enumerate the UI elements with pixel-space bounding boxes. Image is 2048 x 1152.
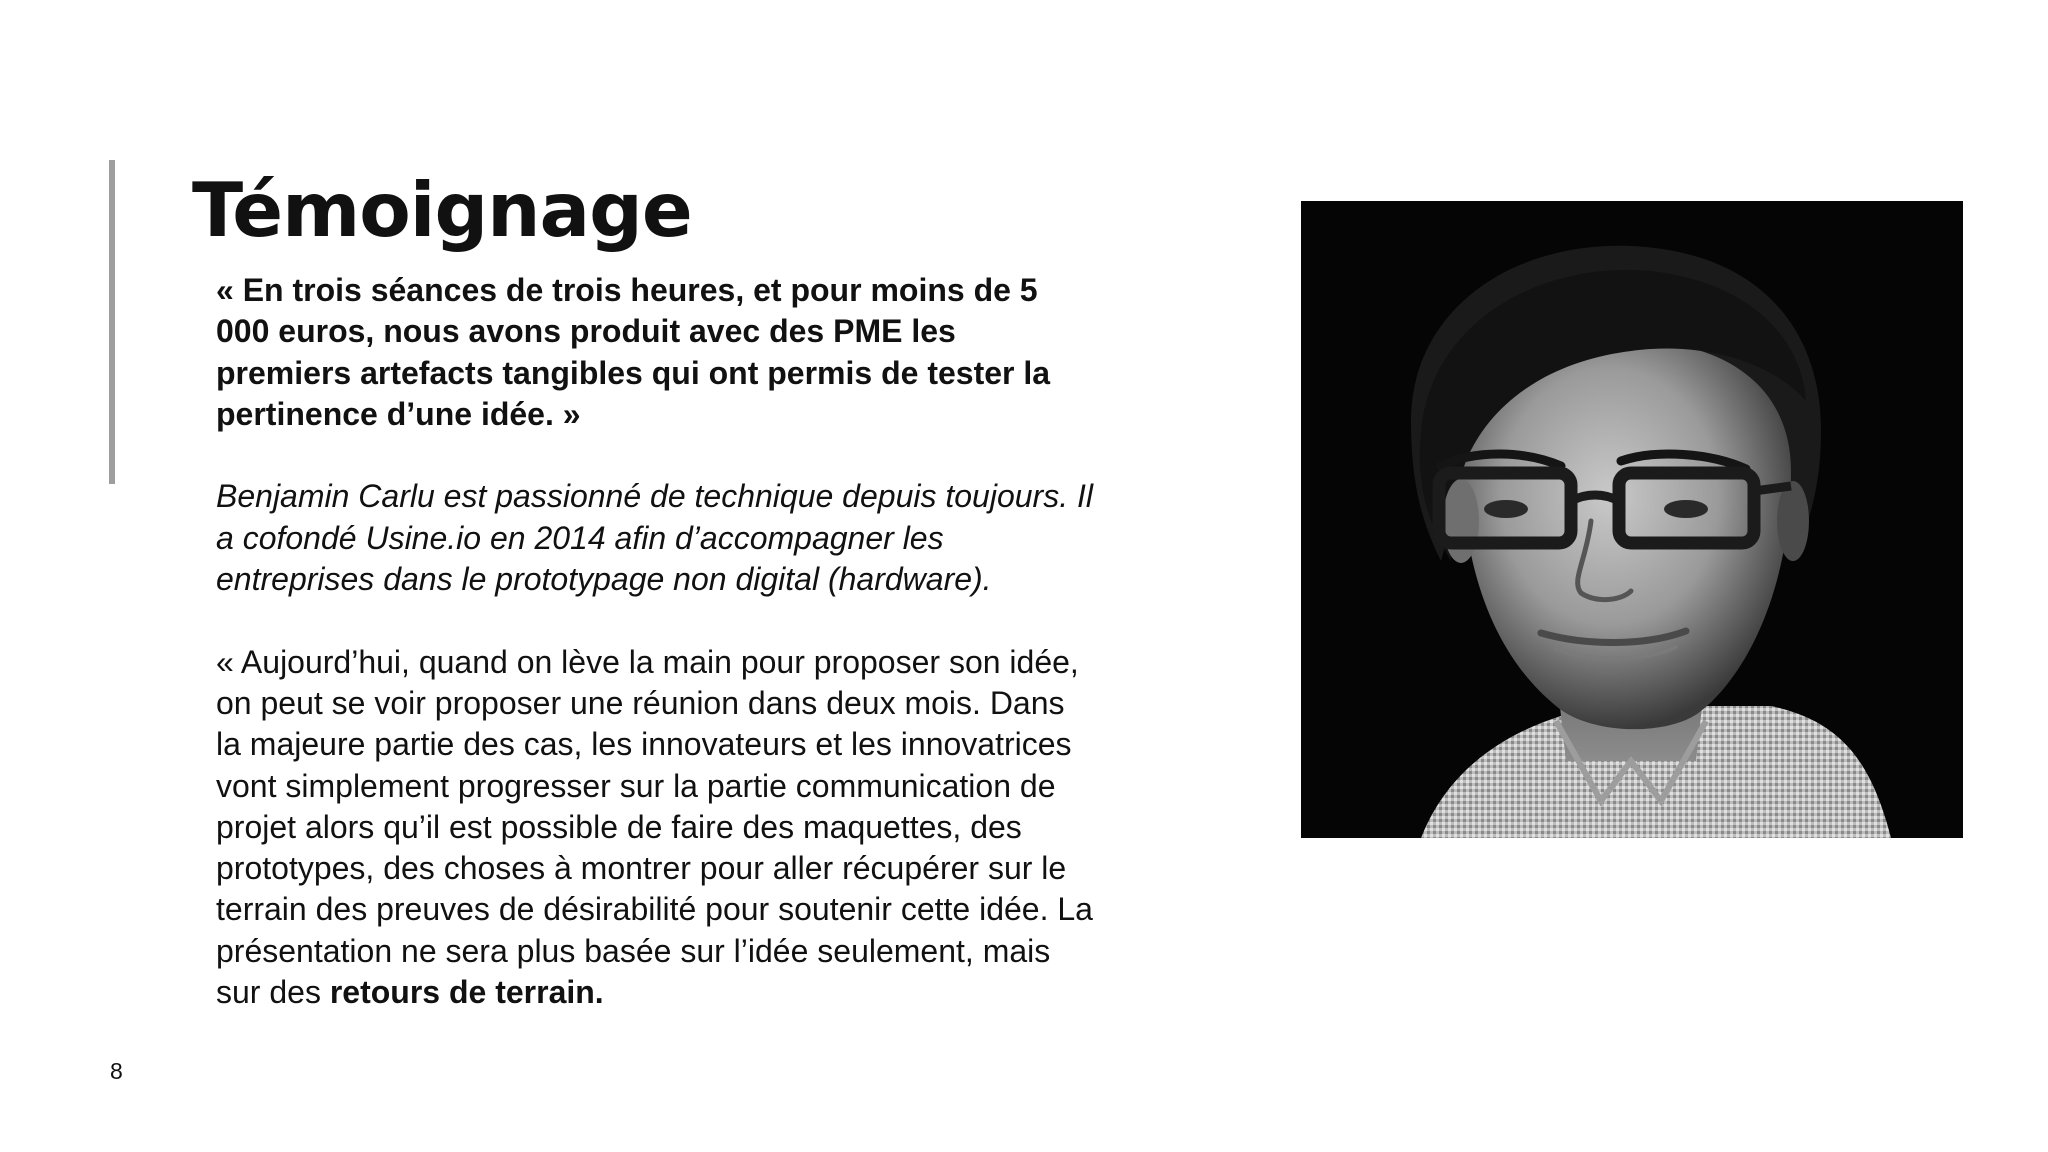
testimony-emphasis: retours de terrain. [329, 974, 604, 1011]
pull-quote: « En trois séances de trois heures, et pour moins de 5 000 euros, nous avons produit avec des PME les premiers artefacts tangibles qui ont permis de tester la pertinence d’une idée. » [216, 272, 1051, 432]
accent-bar [109, 160, 115, 484]
testimony-text: « Aujourd’hui, quand on lève la main pour proposer son idée, on peut se voir proposer une réunion dans deux mois. Dans la majeure partie des cas, les innovateurs et les innovatrices vont simplement progresser sur la partie communication de projet alors qu’il est possible de faire des maquettes, des prototypes, des choses à montrer pour aller récupérer sur le terrain des preuves de désirabilité pour soutenir cette idée. La présentation ne sera plus basée sur l’idée seulement, mais sur des [216, 643, 1093, 1011]
author-bio: Benjamin Carlu est passionné de technique depuis toujours. Il a cofondé Usine.io en 2014 afin d’accompagner les entreprises dans le prototypage non digital (hardware). [216, 478, 1093, 598]
portrait-illustration [1301, 201, 1963, 838]
page-number: 8 [110, 1058, 123, 1084]
content-block [216, 270, 1096, 1013]
portrait-photo [1301, 201, 1963, 838]
testimony-paragraph [216, 642, 1096, 1014]
slide-title: Témoignage [192, 166, 692, 254]
